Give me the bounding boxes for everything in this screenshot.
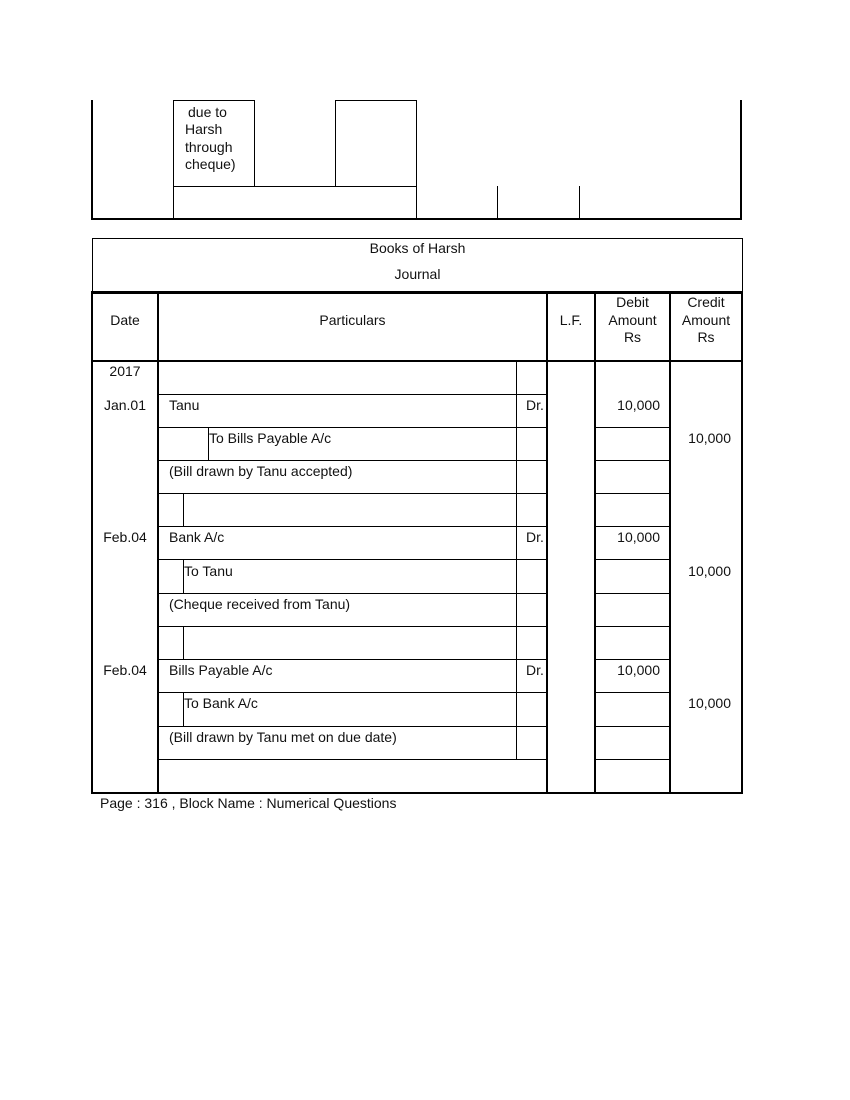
narration: (Cheque received from Tanu): [169, 596, 351, 612]
header-credit: Rs: [697, 329, 715, 345]
credit-account: To Bank A/c: [184, 695, 258, 711]
narration: (Bill drawn by Tanu accepted): [169, 463, 353, 479]
entry-date: Jan.01: [103, 397, 147, 413]
credit-account: To Tanu: [184, 563, 233, 579]
fragment-note-line: due to: [188, 104, 227, 120]
fragment-left-border: [91, 100, 93, 220]
header-debit: Debit: [616, 294, 649, 310]
header-debit: Rs: [623, 329, 642, 345]
credit-amount: 10,000: [688, 430, 731, 446]
journal-year: 2017: [109, 363, 141, 379]
dr-marker: Dr.: [526, 662, 544, 678]
dr-marker: Dr.: [526, 397, 544, 413]
header-date: Date: [110, 312, 140, 328]
header-particulars: Particulars: [319, 312, 386, 328]
fragment-note-line: cheque): [185, 156, 236, 172]
credit-account: To Bills Payable A/c: [209, 430, 332, 446]
entry-date: Feb.04: [103, 529, 147, 545]
fragment-empty-box: [335, 100, 417, 187]
page-footer: Page : 316 , Block Name : Numerical Questions: [100, 795, 397, 811]
credit-amount: 10,000: [688, 695, 731, 711]
debit-amount: 10,000: [617, 662, 660, 678]
journal-subtitle: Journal: [394, 266, 441, 282]
debit-account: Bills Payable A/c: [169, 662, 273, 678]
debit-account: Bank A/c: [169, 529, 225, 545]
debit-amount: 10,000: [617, 397, 660, 413]
header-credit: Amount: [681, 312, 731, 328]
fragment-note-line: Harsh: [185, 121, 223, 137]
debit-account: Tanu: [169, 397, 200, 413]
entry-date: Feb.04: [103, 662, 147, 678]
header-lf: L.F.: [559, 312, 583, 328]
credit-amount: 10,000: [688, 563, 731, 579]
book-title: Books of Harsh: [369, 240, 466, 256]
debit-amount: 10,000: [617, 529, 660, 545]
fragment-right-border: [740, 100, 742, 220]
fragment-note-line: through: [185, 139, 233, 155]
narration: (Bill drawn by Tanu met on due date): [169, 729, 397, 745]
header-credit: Credit: [687, 294, 725, 310]
fragment-note-box: [173, 100, 255, 187]
header-debit: Amount: [608, 312, 657, 328]
dr-marker: Dr.: [526, 529, 544, 545]
